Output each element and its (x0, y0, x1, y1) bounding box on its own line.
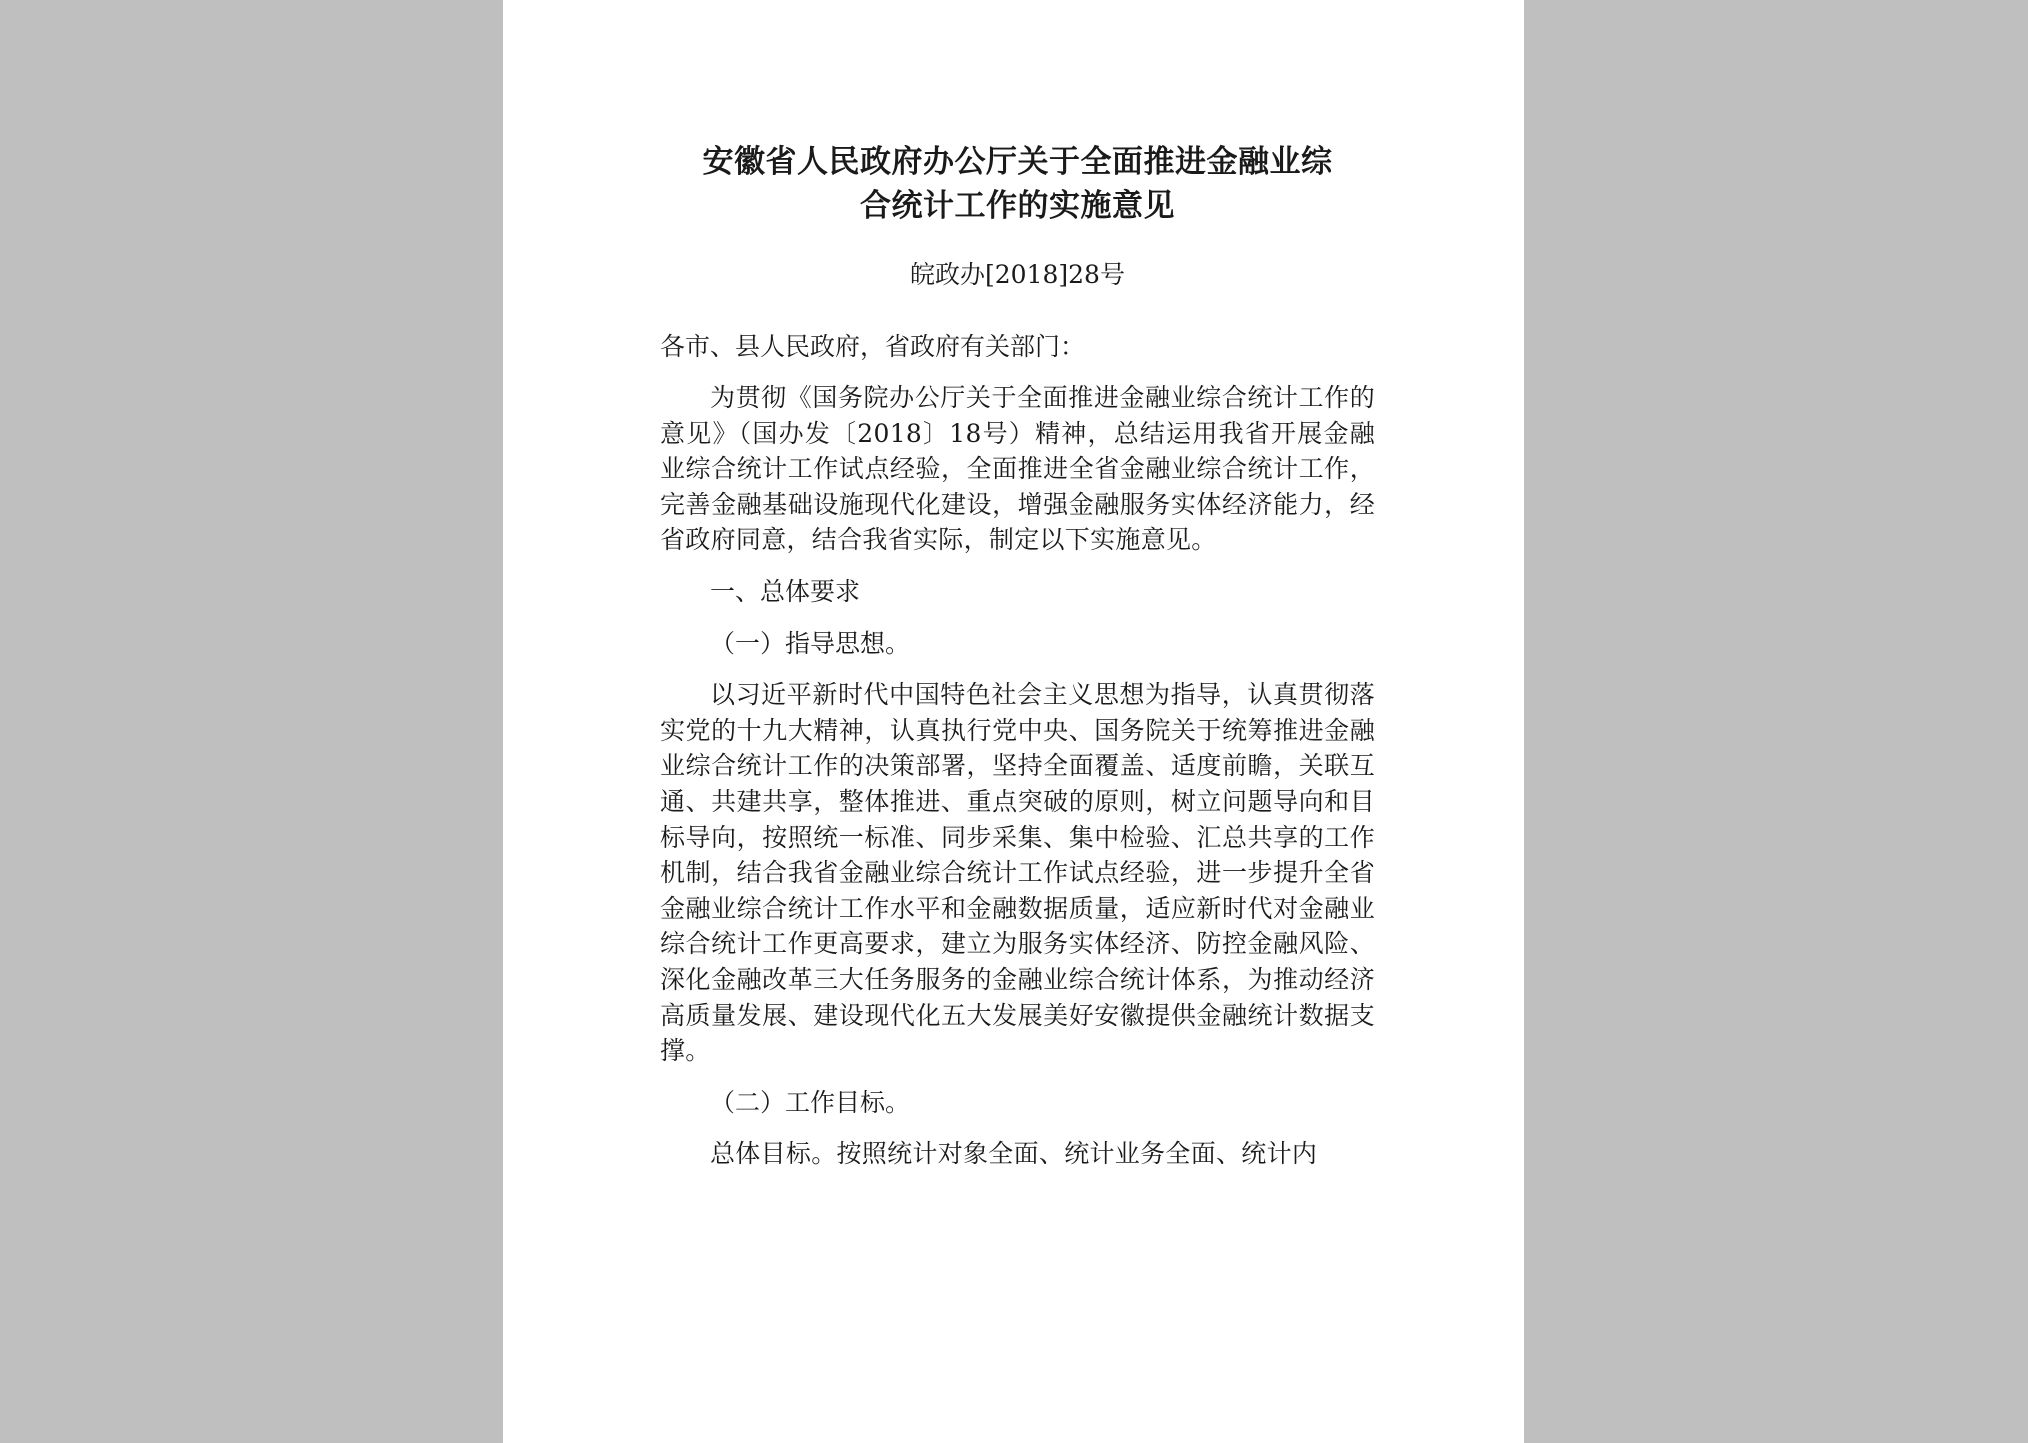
document-page (503, 0, 1524, 1443)
section-1-heading: 一、总体要求 (710, 576, 861, 606)
salutation: 各市、县人民政府，省政府有关部门： (660, 332, 1086, 361)
subsection-2-heading: （二）工作目标。 (710, 1087, 911, 1117)
page-content (660, 140, 1375, 1172)
document-title (660, 140, 1375, 228)
subsection-1-heading: （一）指导思想。 (710, 628, 911, 658)
intro-paragraph: 为贯彻《国务院办公厅关于全面推进金融业综合统计工作的意见》（国办发〔2018〕18号）精神，总结运用我省开展金融业综合统计工作试点经验，全面推进全省金融业综合统计工作，完善金融基础设施现代化建设，增强金融服务实体经济能力，经省政府同意，结合我省实际，制定以下实施意见。 (660, 383, 1375, 555)
goal-paragraph: 总体目标。按照统计对象全面、统计业务全面、统计内 (710, 1139, 1318, 1169)
title-line-2: 合统计工作的实施意见 (860, 188, 1175, 224)
guiding-paragraph: 以习近平新时代中国特色社会主义思想为指导，认真贯彻落实党的十九大精神，认真执行党中央、国务院关于统筹推进金融业综合统计工作的决策部署，坚持全面覆盖、适度前瞻，关联互通、共建共享，整体推进、重点突破的原则，树立问题导向和目标导向，按照统一标准、同步采集、集中检验、汇总共享的工作机制，结合我省金融业综合统计工作试点经验，进一步提升全省金融业综合统计工作水平和金融数据质量，适应新时代对金融业综合统计工作更高要求，建立为服务实体经济、防控金融风险、深化金融改革三大任务服务的金融业综合统计体系，为推动经济高质量发展、建设现代化五大发展美好安徽提供金融统计数据支撑。 (660, 680, 1375, 1066)
title-line-1: 安徽省人民政府办公厅关于全面推进金融业综 (702, 144, 1333, 180)
document-number: 皖政办[2018]28号 (910, 260, 1125, 289)
